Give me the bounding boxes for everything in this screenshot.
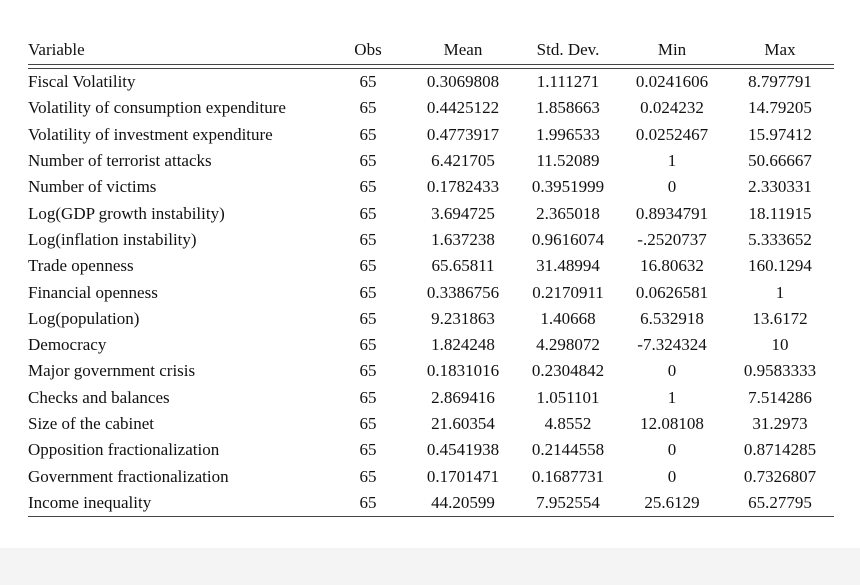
cell-min: 0 [667,440,677,460]
cell-std-dev: 0.3951999 [531,177,605,197]
header-variable: Variable [28,36,328,65]
cell-obs: 65 [359,229,377,249]
cell-obs: 65 [359,387,377,407]
cell-obs: 65 [359,256,377,276]
cell-min: -.2520737 [637,229,707,249]
cell-mean: 1.824248 [431,335,495,355]
cell-min: 16.80632 [640,256,704,276]
cell-std-dev: 1.996533 [536,124,600,144]
cell-min: 6.532918 [640,308,704,328]
table-row [28,463,834,489]
cell-max: 50.66667 [748,151,812,171]
cell-mean: 0.4425122 [426,98,500,118]
cell-variable: Log(population) [28,308,140,328]
header-mean: Mean [408,36,518,65]
cell-obs: 65 [359,361,377,381]
cell-mean: 1.637238 [431,229,495,249]
table-row [28,174,834,200]
cell-max: 65.27795 [726,490,834,517]
cell-min: 0 [667,361,677,381]
cell-std-dev: 0.2304842 [531,361,605,381]
cell-std-dev: 0.2170911 [532,282,604,302]
cell-std-dev: 4.8552 [544,414,592,433]
table-row [28,490,834,517]
cell-obs: 65 [359,177,377,197]
cell-mean: 3.694725 [431,203,495,223]
cell-variable: Log(GDP growth instability) [28,203,225,223]
table-row [28,306,834,332]
cell-mean: 0.1831016 [426,361,500,381]
table-row [28,200,834,226]
cell-std-dev: 1.858663 [536,98,600,118]
cell-obs: 65 [359,72,377,92]
cell-variable: Size of the cabinet [28,414,155,433]
table-header [28,36,834,69]
cell-variable: Democracy [28,335,107,355]
cell-variable: Volatility of investment expenditure [28,124,273,144]
cell-std-dev: 7.952554 [518,490,618,517]
cell-std-dev: 0.9616074 [531,229,605,249]
cell-mean: 0.4773917 [426,124,500,144]
header-row [28,36,834,65]
cell-variable: Number of victims [28,177,157,197]
cell-variable: Number of terrorist attacks [28,151,212,171]
cell-min: 0.0252467 [635,124,709,144]
table-row [28,437,834,463]
cell-obs: 65 [359,335,377,355]
cell-variable: Volatility of consumption expenditure [28,98,286,118]
table-row [28,279,834,305]
cell-min: 12.08108 [640,414,704,433]
cell-min: 0.024232 [640,98,704,118]
header-obs: Obs [328,36,408,65]
cell-variable: Income inequality [28,490,328,517]
cell-std-dev: 1.111271 [536,72,600,92]
cell-std-dev: 0.1687731 [531,466,605,486]
table-row [28,148,834,174]
cell-max: 31.2973 [752,414,808,433]
cell-variable: Fiscal Volatility [28,72,136,92]
cell-max: 1 [775,282,785,302]
cell-max: 7.514286 [748,387,812,407]
cell-std-dev: 1.051101 [536,387,600,407]
cell-min: 0.0626581 [635,282,709,302]
cell-min: 25.6129 [618,490,726,517]
cell-max: 14.79205 [748,98,812,118]
cell-min: 0.8934791 [635,203,709,223]
cell-obs: 65 [359,414,377,433]
cell-min: 1 [667,387,677,407]
cell-max: 0.8714285 [743,440,817,460]
cell-variable: Trade openness [28,256,134,276]
cell-mean: 0.1701471 [426,466,500,486]
cell-max: 160.1294 [748,256,812,276]
cell-mean: 0.1782433 [426,177,500,197]
cell-std-dev: 4.298072 [536,335,600,355]
cell-min: 1 [667,151,677,171]
cell-min: 0 [667,466,677,486]
cell-max: 8.797791 [748,72,812,92]
header-min: Min [618,36,726,65]
cell-std-dev: 2.365018 [536,203,600,223]
cell-max: 0.7326807 [743,466,817,486]
cell-variable: Financial openness [28,282,158,302]
table-row [28,122,834,148]
cell-mean: 0.4541938 [426,440,500,460]
table-body [28,69,834,517]
cell-mean: 9.231863 [431,308,495,328]
cell-obs: 65 [359,203,377,223]
cell-max: 2.330331 [748,177,812,197]
cell-std-dev: 31.48994 [536,256,600,276]
cell-max: 10 [771,335,789,355]
table-row [28,332,834,358]
cell-mean: 6.421705 [431,151,495,171]
cell-std-dev: 0.2144558 [531,440,605,460]
cell-min: -7.324324 [637,335,707,355]
bottom-band [0,548,860,585]
cell-min: 0 [667,177,677,197]
table-row [28,95,834,121]
cell-std-dev: 1.40668 [540,308,596,328]
cell-obs: 65 [359,466,377,486]
cell-variable: Checks and balances [28,387,170,407]
cell-variable: Government fractionalization [28,466,229,486]
summary-statistics-table [28,36,834,517]
cell-obs: 65 [359,98,377,118]
cell-variable: Log(inflation instability) [28,229,197,249]
cell-obs: 65 [328,490,408,517]
cell-obs: 65 [359,124,377,144]
table-row [28,385,834,411]
table-row [28,411,834,437]
cell-obs: 65 [359,440,377,460]
cell-mean: 0.3386756 [426,282,500,302]
cell-mean: 0.3069808 [426,72,500,92]
table-row [28,253,834,279]
cell-mean: 2.869416 [431,387,495,407]
cell-mean: 44.20599 [408,490,518,517]
header-max: Max [726,36,834,65]
cell-max: 0.9583333 [743,361,817,381]
cell-variable: Opposition fractionalization [28,440,220,460]
cell-mean: 21.60354 [431,414,495,433]
cell-variable: Major government crisis [28,361,196,381]
cell-obs: 65 [359,282,377,302]
cell-max: 18.11915 [748,203,812,223]
cell-max: 15.97412 [748,124,812,144]
cell-obs: 65 [359,151,377,171]
table-row [28,227,834,253]
cell-std-dev: 11.52089 [536,151,600,171]
table-row [28,69,834,96]
header-std-dev: Std. Dev. [518,36,618,65]
cell-min: 0.0241606 [635,72,709,92]
cell-max: 13.6172 [752,308,808,328]
cell-obs: 65 [359,308,377,328]
table-row [28,358,834,384]
cell-mean: 65.65811 [431,256,495,276]
cell-max: 5.333652 [748,229,812,249]
